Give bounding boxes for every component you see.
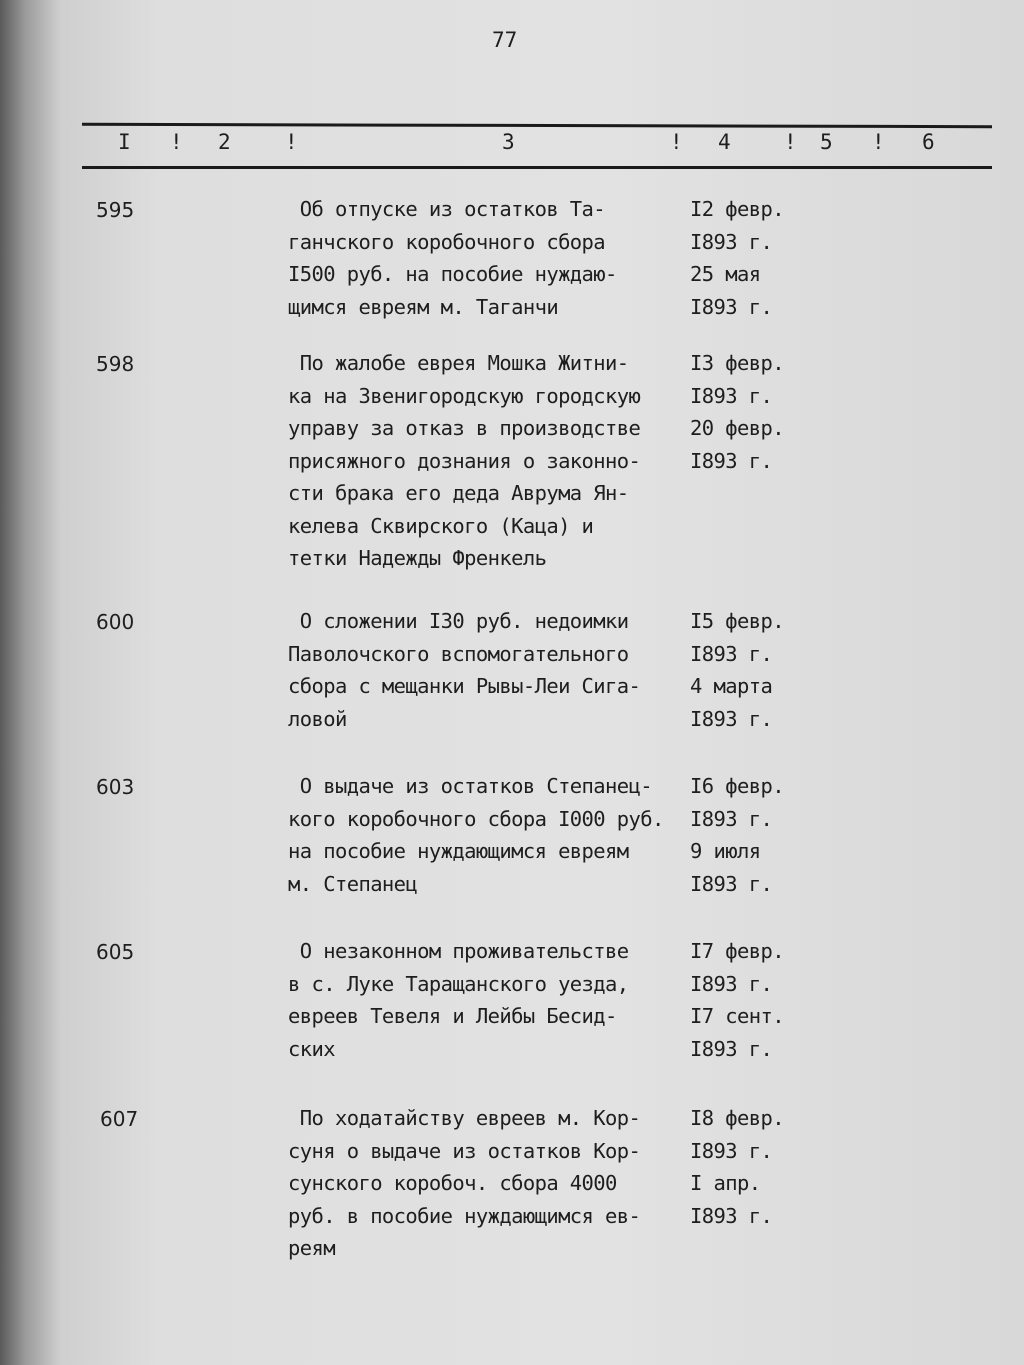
header-top-rule bbox=[82, 123, 992, 128]
entry-description bbox=[288, 1102, 640, 1265]
description-line: в с. Луке Таращанского уезда, bbox=[288, 971, 629, 996]
col-header-6: 6 bbox=[922, 130, 935, 154]
date-line: I893 г. bbox=[690, 641, 773, 666]
date-line: 25 мая bbox=[690, 262, 761, 286]
entry-number: 603 bbox=[96, 775, 135, 799]
col-separator: ! bbox=[872, 130, 885, 154]
description-line: присяжного дознания о законно- bbox=[288, 448, 641, 473]
description-line: евреев Тевеля и Лейбы Бесид- bbox=[288, 1004, 617, 1028]
description-line: По жалобе еврея Мошка Житни- bbox=[288, 351, 629, 375]
date-line: I8 февр. bbox=[690, 1106, 784, 1130]
description-line: По ходатайству евреев м. Кор- bbox=[288, 1106, 641, 1130]
entry-description bbox=[288, 347, 640, 575]
description-line: управу за отказ в производстве bbox=[288, 416, 641, 440]
entry-description bbox=[288, 193, 617, 323]
date-line: 20 февр. bbox=[690, 416, 784, 440]
date-line: I893 г. bbox=[690, 706, 773, 731]
entry-dates bbox=[690, 347, 784, 477]
date-line: I3 февр. bbox=[690, 351, 784, 375]
date-line: I5 февр. bbox=[690, 609, 784, 633]
entry-dates bbox=[690, 605, 784, 735]
entry-description bbox=[288, 605, 640, 735]
description-line: на пособие нуждающимся евреям bbox=[288, 839, 629, 863]
entry-dates bbox=[690, 1102, 784, 1232]
col-header-5: 5 bbox=[820, 130, 833, 154]
description-line: м. Степанец bbox=[288, 871, 418, 896]
description-line: Об отпуске из остатков Та- bbox=[288, 197, 606, 221]
description-line: О незаконном проживательстве bbox=[288, 939, 629, 963]
header-bottom-rule bbox=[82, 166, 992, 169]
page-number: 77 bbox=[492, 28, 518, 52]
description-line: сбора с мещанки Рывы-Леи Сига- bbox=[288, 674, 641, 698]
description-line: сунского коробоч. сбора 4000 bbox=[288, 1171, 617, 1195]
description-line: суня о выдаче из остатков Кор- bbox=[288, 1138, 641, 1163]
description-line: ка на Звенигородскую городскую bbox=[288, 383, 641, 408]
date-line: I893 г. bbox=[690, 294, 773, 319]
description-line: сти брака его деда Аврума Ян- bbox=[288, 481, 629, 505]
description-line: ганчского коробочного сбора bbox=[288, 229, 606, 254]
col-separator: ! bbox=[784, 130, 797, 154]
entry-number: 598 bbox=[96, 352, 135, 376]
entry-description bbox=[288, 770, 664, 900]
description-line: О выдаче из остатков Степанец- bbox=[288, 774, 653, 798]
entry-dates bbox=[690, 935, 784, 1065]
col-header-2: 2 bbox=[218, 130, 231, 154]
description-line: Паволочского вспомогательного bbox=[288, 641, 629, 666]
date-line: I6 февр. bbox=[690, 774, 784, 798]
col-separator: ! bbox=[285, 130, 298, 154]
entry-number: 595 bbox=[96, 198, 135, 222]
date-line: 9 июля bbox=[690, 839, 761, 863]
description-line: руб. в пособие нуждающимся ев- bbox=[288, 1203, 641, 1228]
col-header-1: I bbox=[118, 130, 131, 154]
description-line: тетки Надежды Френкель bbox=[288, 546, 547, 570]
date-line: I893 г. bbox=[690, 971, 773, 996]
entry-number: 605 bbox=[96, 940, 135, 964]
description-line: реям bbox=[288, 1236, 335, 1260]
date-line: I893 г. bbox=[690, 448, 773, 473]
entry-dates bbox=[690, 193, 784, 323]
description-line: ских bbox=[288, 1036, 335, 1061]
date-line: I893 г. bbox=[690, 806, 773, 831]
date-line: I893 г. bbox=[690, 1203, 773, 1228]
description-line: кого коробочного сбора I000 руб. bbox=[288, 806, 664, 831]
date-line: I апр. bbox=[690, 1171, 761, 1195]
col-header-3: 3 bbox=[502, 130, 515, 154]
date-line: I7 февр. bbox=[690, 939, 784, 963]
entry-number: 600 bbox=[96, 610, 135, 634]
col-separator: ! bbox=[170, 130, 183, 154]
date-line: I893 г. bbox=[690, 383, 773, 408]
date-line: I893 г. bbox=[690, 871, 773, 896]
date-line: 4 марта bbox=[690, 674, 773, 698]
description-line: I500 руб. на пособие нуждаю- bbox=[288, 262, 617, 286]
entry-dates bbox=[690, 770, 784, 900]
entry-description bbox=[288, 935, 629, 1065]
date-line: I893 г. bbox=[690, 1138, 773, 1163]
date-line: I893 г. bbox=[690, 1036, 773, 1061]
date-line: I7 сент. bbox=[690, 1004, 784, 1028]
col-separator: ! bbox=[670, 130, 683, 154]
description-line: О сложении I30 руб. недоимки bbox=[288, 609, 629, 633]
description-line: щимся евреям м. Таганчи bbox=[288, 294, 559, 319]
description-line: келева Сквирского (Каца) и bbox=[288, 513, 594, 538]
col-header-4: 4 bbox=[718, 130, 731, 154]
description-line: ловой bbox=[288, 706, 347, 731]
date-line: I893 г. bbox=[690, 229, 773, 254]
date-line: I2 февр. bbox=[690, 197, 784, 221]
entry-number: 607 bbox=[100, 1107, 139, 1131]
